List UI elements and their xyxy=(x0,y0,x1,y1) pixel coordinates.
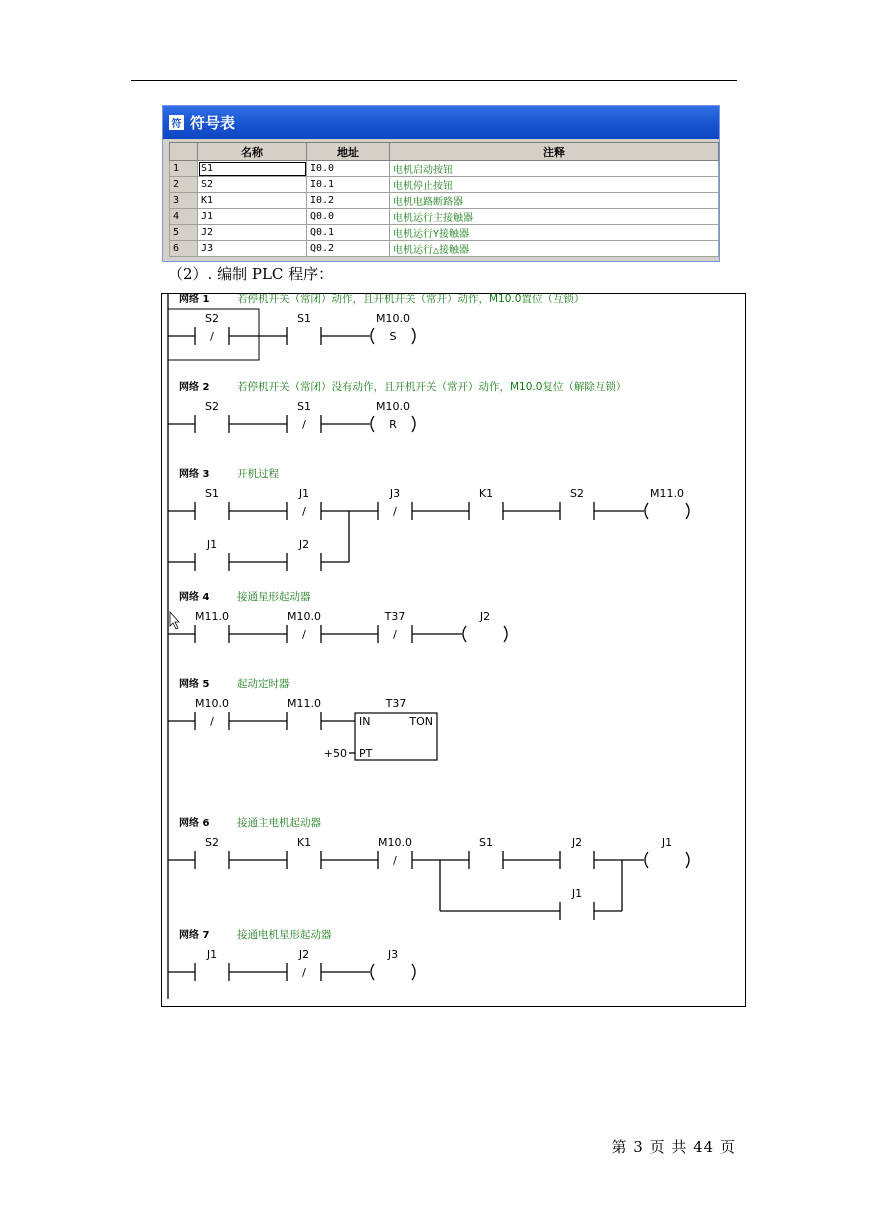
row-number[interactable]: 3 xyxy=(170,193,198,209)
operand-label: J2 xyxy=(298,948,310,961)
contact-no[interactable] xyxy=(287,538,321,571)
table-row[interactable] xyxy=(170,225,719,241)
coil-type: R xyxy=(389,418,397,431)
operand-label: M11.0 xyxy=(650,487,684,500)
operand-label: M10.0 xyxy=(287,610,321,623)
contact-no[interactable] xyxy=(195,610,229,643)
coil[interactable] xyxy=(371,312,415,344)
network-7 xyxy=(168,928,415,981)
contact-nc[interactable] xyxy=(195,312,229,345)
row-number[interactable]: 2 xyxy=(170,177,198,193)
negate-mark: / xyxy=(302,418,306,431)
network-comment: 接通电机星形起动器 xyxy=(237,929,332,941)
symbol-address-cell[interactable]: I0.0 xyxy=(307,161,390,177)
network-label: 网络 3 xyxy=(179,469,210,480)
table-row[interactable] xyxy=(170,241,719,257)
symbol-table-titlebar xyxy=(163,106,719,139)
timer-pt-label: PT xyxy=(359,747,373,760)
contact-no[interactable] xyxy=(560,836,594,869)
symbol-address-cell[interactable]: I0.1 xyxy=(307,177,390,193)
header-rule xyxy=(131,80,737,81)
operand-label: J1 xyxy=(206,538,218,551)
ladder-program xyxy=(161,293,746,1007)
operand-label: J1 xyxy=(298,487,310,500)
section-heading: （2）. 编制 PLC 程序： xyxy=(168,265,334,283)
contact-no[interactable] xyxy=(195,948,229,981)
contact-no[interactable] xyxy=(287,836,321,869)
symbol-name-cell[interactable]: J3 xyxy=(198,241,307,257)
symbol-comment-cell[interactable]: 电机运行Y接触器 xyxy=(390,225,719,241)
contact-nc[interactable] xyxy=(378,610,412,643)
network-6 xyxy=(168,816,689,920)
mouse-cursor-icon xyxy=(170,612,179,629)
contact-no[interactable] xyxy=(195,487,229,520)
operand-label: J3 xyxy=(389,487,401,500)
operand-label: S1 xyxy=(205,487,219,500)
contact-no[interactable] xyxy=(195,538,229,571)
operand-label: M11.0 xyxy=(287,697,321,710)
operand-label: M10.0 xyxy=(378,836,412,849)
operand-label: M10.0 xyxy=(376,400,410,413)
contact-no[interactable] xyxy=(195,400,229,433)
symbol-comment-cell[interactable]: 电机运行主接触器 xyxy=(390,209,719,225)
symbol-address-cell[interactable]: I0.2 xyxy=(307,193,390,209)
row-number[interactable]: 4 xyxy=(170,209,198,225)
preset-value: +50 xyxy=(323,747,347,760)
negate-mark: / xyxy=(393,505,397,518)
timer-type: TON xyxy=(409,715,433,728)
negate-mark: / xyxy=(302,505,306,518)
operand-label: S2 xyxy=(570,487,584,500)
operand-label: J2 xyxy=(571,836,583,849)
contact-no[interactable] xyxy=(560,487,594,520)
negate-mark: / xyxy=(393,628,397,641)
network-label: 网络 6 xyxy=(179,818,210,829)
symbol-comment-cell[interactable]: 电机启动按钮 xyxy=(390,161,719,177)
row-number-header xyxy=(170,143,198,161)
operand-label: S2 xyxy=(205,312,219,325)
negate-mark: / xyxy=(210,715,214,728)
symbol-table-title: 符号表 xyxy=(190,114,236,132)
page-footer: 第 3 页 共 44 页 xyxy=(611,1138,736,1156)
network-4 xyxy=(168,590,507,643)
coil[interactable] xyxy=(645,487,689,519)
contact-no[interactable] xyxy=(287,697,321,730)
network-comment: 接通星形起动器 xyxy=(237,591,311,603)
symbol-comment-cell[interactable]: 电机电路断路器 xyxy=(390,193,719,209)
negate-mark: / xyxy=(302,628,306,641)
network-3 xyxy=(168,467,689,571)
operand-label: J1 xyxy=(206,948,218,961)
network-comment: 接通主电机起动器 xyxy=(237,817,321,829)
row-number[interactable]: 5 xyxy=(170,225,198,241)
network-label: 网络 7 xyxy=(179,930,210,941)
contact-nc[interactable] xyxy=(378,836,412,869)
contact-nc[interactable] xyxy=(195,697,229,730)
contact-no[interactable] xyxy=(195,836,229,869)
operand-label: J1 xyxy=(661,836,673,849)
network-comment: 若停机开关（常闭）没有动作，且开机开关（常开）动作，M10.0复位（解除互锁） xyxy=(237,381,627,393)
contact-nc[interactable] xyxy=(287,610,321,643)
operand-label: J3 xyxy=(387,948,399,961)
coil[interactable] xyxy=(645,836,689,868)
coil[interactable] xyxy=(371,948,415,980)
operand-label: K1 xyxy=(478,487,494,500)
contact-nc[interactable] xyxy=(287,948,321,981)
symbol-address-cell[interactable]: Q0.1 xyxy=(307,225,390,241)
network-label: 网络 5 xyxy=(179,679,210,690)
table-row[interactable] xyxy=(170,177,719,193)
negate-mark: / xyxy=(393,854,397,867)
network-label: 网络 4 xyxy=(179,592,210,603)
operand-label: M11.0 xyxy=(195,610,229,623)
symbol-name-cell[interactable]: S2 xyxy=(198,177,307,193)
timer-box[interactable] xyxy=(355,697,437,760)
symbol-name-cell[interactable]: S1 xyxy=(198,161,307,177)
operand-label: T37 xyxy=(384,610,406,623)
symbol-table-window xyxy=(162,105,720,262)
operand-label: K1 xyxy=(296,836,312,849)
operand-label: S2 xyxy=(205,400,219,413)
table-row[interactable] xyxy=(170,209,719,225)
symbol-name-cell[interactable]: J1 xyxy=(198,209,307,225)
table-row[interactable] xyxy=(170,193,719,209)
network-2 xyxy=(168,380,626,433)
contact-no[interactable] xyxy=(469,836,503,869)
network-label: 网络 2 xyxy=(179,382,210,393)
network-comment: 若停机开关（常闭）动作，且开机开关（常开）动作，M10.0置位（互锁） xyxy=(237,294,585,305)
operand-label: T37 xyxy=(385,697,407,710)
coil-type: S xyxy=(389,330,397,343)
operand-label: J2 xyxy=(479,610,491,623)
network-comment: 起动定时器 xyxy=(237,678,290,690)
timer-in-label: IN xyxy=(359,715,371,728)
network-label: 网络 1 xyxy=(179,294,210,305)
operand-label: J1 xyxy=(571,887,583,900)
contact-nc[interactable] xyxy=(287,400,321,433)
negate-mark: / xyxy=(302,966,306,979)
operand-label: S1 xyxy=(297,312,311,325)
table-row[interactable] xyxy=(170,161,719,177)
symbol-comment-cell[interactable]: 电机运行△接触器 xyxy=(390,241,719,257)
symbol-name-cell[interactable]: J2 xyxy=(198,225,307,241)
row-number[interactable]: 6 xyxy=(170,241,198,257)
column-header-name[interactable]: 名称 xyxy=(198,143,307,161)
column-header-comment[interactable]: 注释 xyxy=(390,143,719,161)
network-1 xyxy=(168,294,584,360)
contact-no[interactable] xyxy=(469,487,503,520)
contact-nc[interactable] xyxy=(287,487,321,520)
operand-label: S1 xyxy=(297,400,311,413)
operand-label: M10.0 xyxy=(195,697,229,710)
symbol-table-icon: 符 xyxy=(169,115,184,130)
column-header-address[interactable]: 地址 xyxy=(307,143,390,161)
negate-mark: / xyxy=(210,330,214,343)
operand-label: S2 xyxy=(205,836,219,849)
ladder-diagram xyxy=(162,294,746,1007)
operand-label: M10.0 xyxy=(376,312,410,325)
coil[interactable] xyxy=(371,400,415,432)
network-5 xyxy=(168,677,437,760)
symbol-address-cell[interactable]: Q0.0 xyxy=(307,209,390,225)
contact-nc[interactable] xyxy=(378,487,412,520)
symbol-address-cell[interactable]: Q0.2 xyxy=(307,241,390,257)
operand-label: J2 xyxy=(298,538,310,551)
network-comment: 开机过程 xyxy=(237,468,279,480)
symbol-name-cell[interactable]: K1 xyxy=(198,193,307,209)
symbol-table xyxy=(169,142,719,257)
contact-no[interactable] xyxy=(560,887,594,920)
coil[interactable] xyxy=(463,610,507,642)
contact-no[interactable] xyxy=(287,312,321,345)
row-number[interactable]: 1 xyxy=(170,161,198,177)
operand-label: S1 xyxy=(479,836,493,849)
symbol-comment-cell[interactable]: 电机停止按钮 xyxy=(390,177,719,193)
